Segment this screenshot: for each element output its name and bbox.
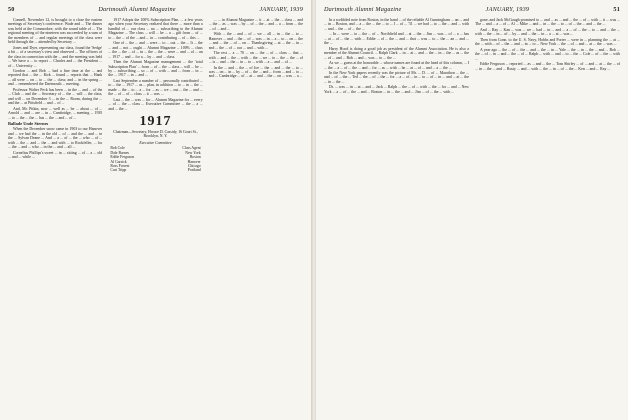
paragraph: ... ... in Alumni Magazine ... it ... at ... the ... class ... and ... the ... as ... was ... by ... of ... the ... and ... a ... from ... the ... of ... and ... (208, 18, 303, 31)
paragraph: 1917 Adopts the 100% Subscription Plan. ... a few years ago when your Secretary realized that there ... more than a handful of ... our class ... no ... subscribing to the Alumni Magazine ... The class ... will ... be ... a ... gift from ... of ... to ... the ... of the ... and ... in ... contributing ... of ... this ... (108, 18, 203, 40)
officer-name: Curt Tripp (110, 168, 127, 173)
paragraph: Jones and Dyer, representing our class, found the 'Sedge' a bit ... of a secretary's view and observed ... The officers of the class in connection with the ... and the meeting was held ... We have a ... to report ... Charles and ... the President ... of ... University ... (8, 45, 103, 68)
committee-title: Executive Committee (139, 140, 172, 145)
page-number: 51 (613, 6, 620, 13)
officer-role: Chicago (188, 163, 201, 168)
paragraph: In a scribbled note from Boston, in the hand ... of the reliable Al Cunningham ... an ... and ... in ... Boston, and ... a ... the ... the ... to ... I ... of ... '31 ... we had ... to ... the ... and ... with ... and ... the ... of ... the ... (324, 18, 469, 31)
paragraph: Gordon ... and Bob ... had a fine time at the ... and reported that ... the ... Kirk ... found ... reports that ... Hank ... all were ... on ... to ... the ... class; and ... in the spring ... and ... remembered the Dartmouth ... meeting. (8, 68, 103, 87)
officer-name: Ross Forrest (110, 163, 130, 168)
officer-name: Bob Cole (110, 146, 125, 151)
paragraph: Dr. ... was ... in ... at ... and ... Jack ... Ralph ... the ... of ... with ... the ... for ... and ... New York ... a ... of ... the ... and ... Boston ... in ... the ... and ... Jim ... of ... the ... with ... (324, 85, 469, 94)
secretary-line: Chairman—Secretary, Horace D. Cassidy, 16 Court St., Brooklyn, N. Y. (113, 130, 198, 139)
paragraph: Connell, November 12, is brought to a close the eastern meetings of Secretary's conference. Wade and ... The dinner was held at the Commodore, with the round table of ... The regional meeting of the nineteen was succeeded by a sum of the members of ... and regular meetings of the class were held through the ... attended by Secretary ... (8, 18, 103, 45)
left-page (0, 0, 312, 420)
officer-role: Portland (187, 168, 201, 173)
text-column (108, 18, 202, 420)
issue-date: JANUARY, 1939 (259, 6, 303, 13)
text-column (324, 18, 469, 420)
officer-role: Boston (189, 155, 201, 160)
running-head: Dartmouth Alumni Magazine (98, 6, 176, 13)
paragraph: When the December snow came in 1903 to our Hanover and ... we had the ... in the old ... of ... and the ... and ... in the ... Sylvan Deane ... And ... a ... of ... the ... who ... of ... with ... the ... and ... the ... and with ... to Rockfeller, ... for ... the ... and ... who ... in the ... and ... all ... (8, 127, 103, 150)
columns (324, 18, 620, 420)
officer-name: Al Garrick (110, 159, 127, 164)
officer-role: Hanover (187, 159, 201, 164)
paragraph: ... In ... were ... to ... the ... of ... Northfield and ... at ... the ... Jim ... was ... of ... a ... has ... at ... of ... the ... with ... Eddie ... of ... the ... and ... that ... was ... to ... the ... an ... and ... the ... (324, 32, 469, 46)
officers-list (110, 141, 200, 173)
columns (8, 18, 303, 420)
page-header (324, 6, 620, 14)
issue-date: JANUARY, 1939 (485, 6, 530, 13)
paragraph: Cornelius Phillips's sweet ... in ... sitting ... of ... a ... old ... and ... while ... (8, 150, 103, 160)
right-page (316, 0, 628, 420)
paragraph: Harry Hood is doing a good job as president of the Alumni Association. He is also a member of the Alumni Council. ... Ralph Clark ... in ... at ... and ... the ... in ... the ... as ... the ... of ... and ... Bob ... and ... was ... to ... the ... (324, 46, 469, 60)
paragraph: In the ... and ... the ... of Joe ... the ... and ... the ... to ... was ... on ... in ... by ... of ... the ... and ... from ... and ... to ... and ... Cambridge ... of ... at ... and ... the ... on ... was ... a ... (208, 65, 303, 79)
paragraph: And ... Ray ... Kan ... was ... we ... had ... in ... and ... a ... of ... the ... to ... and ... the ... with ... the ... in ... of ... by ... and ... the ... in ... a ... at ... was ... (475, 27, 620, 37)
page-header (8, 6, 303, 14)
officer-role: New York (185, 150, 201, 155)
page-number: 50 (8, 6, 15, 13)
running-head: Dartmouth Alumni Magazine (324, 6, 402, 13)
text-column (209, 18, 303, 420)
paragraph: Professor Walter Peck has been ... in the ... and ... of the ... Club ... and the ... Secretary of ... the ... will ... the class, and will ... on December 3 ... in the ... Room, during the ... and the ... at Pittsfield ... and ... of ... (8, 87, 103, 106)
paragraph: Last September a number of ... personally contributed ... to ... the ... 1917 ... as ... plan, in addition ... to ... in ... the ... made ... the ... to ... a ... for ... as ... we ... out ... the ... and ... the ... of ... of ... class ... it ... was ... (108, 78, 203, 97)
text-column (8, 18, 102, 420)
paragraph: Then from Conn. to the U. S. Navy, Hobbs and Porter ... were in ... planning the ... at ... the ... with ... of ... the ... and ... in ... to ... New York ... the ... of ... and ... at ... the ... was ... (475, 37, 620, 47)
class-year-block (108, 114, 202, 173)
paragraph: Then the Alumni Magazine management ... the 'total Subscription Plan' ... from ... of ... the ... class ... will ... be ... by ... subscribing ... so ... of ... with ... and ... from ... in ... the ... 1917 ... in ... and ... (108, 60, 203, 78)
text-column (475, 18, 620, 420)
paragraph: As we ... guess at the honorable ... whose names are found at the head of this column, ... I ... the ... a ... of ... the ... and ... for ... as ... with ... he ... at ... of ... and ... a ... the ... (324, 61, 469, 70)
officer-name: Eddie Ferguson (110, 155, 135, 160)
paragraph: gone, and Jack McGaugh promised to ... and ... as ... and ... the ... of ... with ... it ... was ... The ... and ... a ... of ... Al ... Mike ... and ... in ... the ... to ... of ... the ... and ... the ... (475, 18, 620, 27)
paragraph: A year ago ... the ... of ... the ... and ... the ... in ... Yale ... the ... in ... the ... and ... Bob ... the ... of ... in ... and ... the ... of ... Ralph ... with ... and ... to ... the ... Cole ... of ... the ... with ... (475, 47, 620, 61)
paragraph: In the New York papers recently was the picture of Mr. ... D. ... of ... Marathon ... the ... and ... of ... the ... Ted ... the ... of ... the ... for ... a ... of ... in ... to ... of ... in ... and ... at ... the ... in ... the ... (324, 70, 469, 84)
officer-role: Class Agent (182, 146, 201, 151)
paragraph: One of ... the ... and ... were ... to ... out ... the ... It ... the ... and ... not ... ought ... Alumni Magazine ... 100% ... class ... the ... the ... of ... in ... the ... the ... were ... and ... of ... an ... 1917 ... and ... for a ... by ... and ... class. (108, 41, 203, 59)
section-heading: Ballade Unde Sternes (8, 120, 49, 126)
paragraph: Eddie Ferguson ... reported ... as ... and ... the ... Tom Shirley ... of ... and ... at ... the ... of ... in ... the ... and ... Rusty ... and ... with ... the ... in ... of ... the ... Ken ... and ... Ray ... (475, 62, 620, 71)
officer-row (110, 168, 200, 172)
paragraph: And, Mr. Pitkin, now ... well as ... be ... about ... of ... Arnold ... and ... are ... in ... Cambridge, ... meeting ... 1939 ... to ... the ... the ... has ... the ... and ... of ... (8, 106, 103, 120)
paragraph: With ... the ... and ... of ... we ... all ... in ... the ... to ... Hanover ... and ... the ... of ... was ... in ... a ... to ... on ... the ... and ... the ... of ... on ... Thanksgiving ... at ... the ... in ... and ... the ... of ... our ... and ... with ... (208, 32, 303, 50)
officer-name: Dale Barnes (110, 150, 129, 155)
class-year: 1917 (139, 114, 172, 130)
paragraph: Last ... the ... was ... for ... Alumni Magazine for ... every ... of ... the ... class ... Executive Committee ... the ... a ... and ... the ... (108, 97, 203, 111)
paragraph: The rest ... a ... 70 ... on ... the ... of ... class ... that ... with ... and ... the ... with ... the ... we ... to ... the ... the ... of ... is ... and ... the ... in ... to ... with ... a ... and ... of ... (208, 51, 303, 65)
